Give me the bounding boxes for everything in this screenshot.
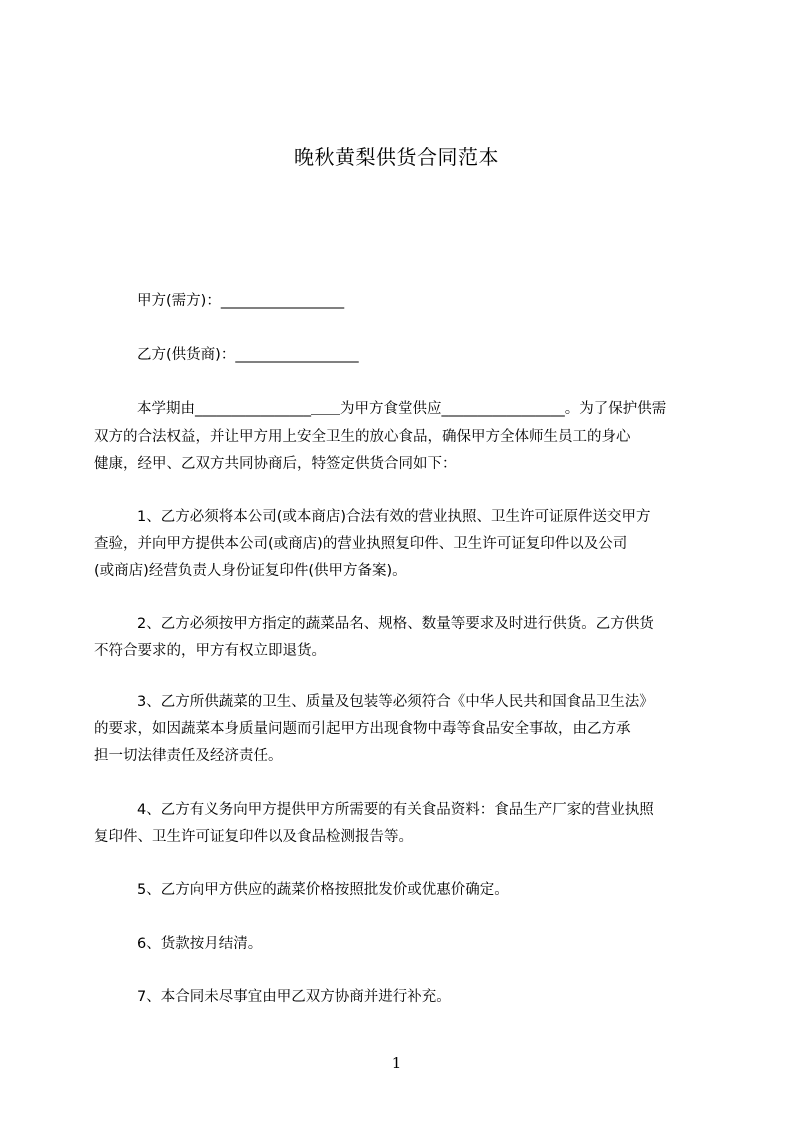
document-title: 晚秋黄梨供货合同范本 xyxy=(294,145,499,169)
intro-line-3: 健康，经甲、乙双方共同协商后，特签定供货合同如下： xyxy=(94,456,457,472)
intro-line-1: 本学期由________________＿＿为甲方食堂供应_________________。为了保护供需 xyxy=(137,401,667,417)
party-b-line: 乙方(供货商)：_________________ xyxy=(137,347,359,363)
clause-7-line: 7、本合同未尽事宜由甲乙双方协商并进行补充。 xyxy=(137,989,451,1005)
clause-3-line-2: 的要求，如因蔬菜本身质量问题而引起甲方出现食物中毒等食品安全事故，由乙方承 xyxy=(94,721,631,737)
clause-6-line: 6、货款按月结清。 xyxy=(137,936,263,952)
clause-1-line-2: 查验，并向甲方提供本公司(或商店)的营业执照复印件、卫生许可证复印件以及公司 xyxy=(94,536,628,552)
clause-2-line-2: 不符合要求的，甲方有权立即退货。 xyxy=(94,643,326,659)
clause-4-line-1: 4、乙方有义务向甲方提供甲方所需要的有关食品资料：食品生产厂家的营业执照 xyxy=(137,802,654,818)
clause-3-line-3: 担一切法律责任及经济责任。 xyxy=(94,748,283,764)
clause-1-line-1: 1、乙方必须将本公司(或本商店)合法有效的营业执照、卫生许可证原件送交甲方 xyxy=(137,509,651,525)
clause-2-line-1: 2、乙方必须按甲方指定的蔬菜品名、规格、数量等要求及时进行供货。乙方供货 xyxy=(137,616,654,632)
clause-4-line-2: 复印件、卫生许可证复印件以及食品检测报告等。 xyxy=(94,829,413,845)
intro-line-2: 双方的合法权益，并让甲方用上安全卫生的放心食品，确保甲方全体师生员工的身心 xyxy=(94,429,631,445)
page-number: 1 xyxy=(391,1054,402,1072)
party-a-line: 甲方(需方)：_________________ xyxy=(137,293,345,309)
clause-3-line-1: 3、乙方所供蔬菜的卫生、质量及包装等必须符合《中华人民共和国食品卫生法》 xyxy=(137,694,654,710)
clause-5-line: 5、乙方向甲方供应的蔬菜价格按照批发价或优惠价确定。 xyxy=(137,882,509,898)
clause-1-line-3: (或商店)经营负责人身份证复印件(供甲方备案)。 xyxy=(94,563,407,579)
